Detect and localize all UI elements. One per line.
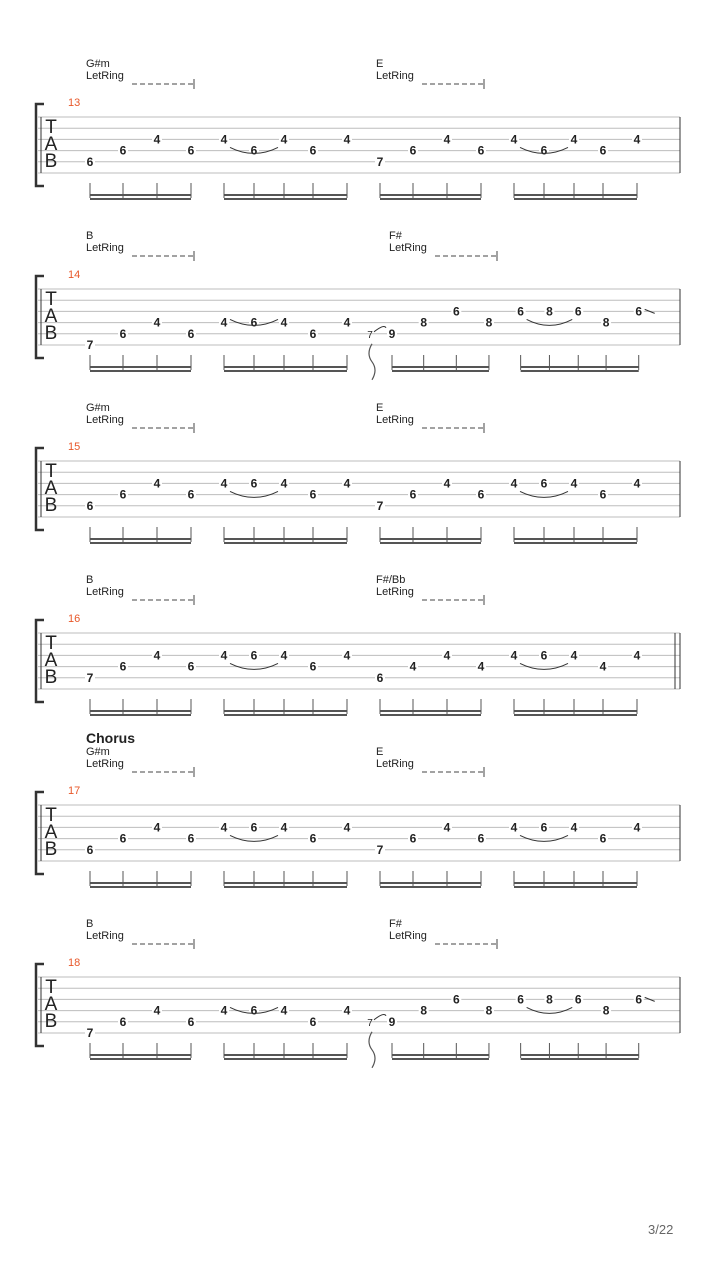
fret-number: 6 <box>477 831 485 846</box>
fret-number: 9 <box>388 326 396 341</box>
fret-number: 6 <box>309 831 317 846</box>
fret-number: 6 <box>309 659 317 674</box>
tab-clef-letter: A <box>44 478 58 499</box>
measure-number: 17 <box>68 785 81 797</box>
chord-name: B <box>86 574 94 586</box>
fret-number: 4 <box>443 132 451 147</box>
fret-number: 4 <box>343 132 351 147</box>
fret-number: 4 <box>153 315 161 330</box>
fret-number: 6 <box>119 487 127 502</box>
letring-label: LetRing <box>86 930 124 942</box>
beam <box>380 882 481 884</box>
fret-number: 6 <box>119 1014 127 1029</box>
fret-number: 6 <box>250 315 258 330</box>
fret-number: 6 <box>86 498 94 513</box>
fret-number: 4 <box>280 820 288 835</box>
beam <box>224 882 347 884</box>
fret-number: 8 <box>546 304 553 319</box>
fret-number: 6 <box>187 831 195 846</box>
grace-slur <box>374 1014 386 1019</box>
fret-number: 4 <box>343 648 351 663</box>
letring-label: LetRing <box>86 414 124 426</box>
beam <box>514 194 637 196</box>
letring-label: LetRing <box>376 758 414 770</box>
fret-number: 6 <box>119 659 127 674</box>
fret-number: 6 <box>477 143 485 158</box>
fret-number: 6 <box>635 304 643 319</box>
fret-number: 6 <box>187 326 195 341</box>
beam <box>521 366 639 368</box>
fret-number: 4 <box>343 315 351 330</box>
chord-name: B <box>86 918 94 930</box>
fret-number: 4 <box>633 648 641 663</box>
fret-number: 8 <box>420 1003 428 1018</box>
beam <box>224 542 347 544</box>
beam <box>90 542 191 544</box>
beam <box>90 198 191 200</box>
letring-label: LetRing <box>389 242 427 254</box>
system-bracket <box>36 448 44 530</box>
fret-number: 6 <box>86 842 94 857</box>
fret-number: 4 <box>220 132 228 147</box>
fret-number: 4 <box>280 648 288 663</box>
letring-label: LetRing <box>376 414 414 426</box>
fret-number: 4 <box>409 659 417 674</box>
fret-number: 4 <box>477 659 485 674</box>
fret-number: 4 <box>153 820 161 835</box>
chord-name: E <box>376 58 384 70</box>
fret-number: 6 <box>540 143 548 158</box>
tab-clef-letter: A <box>44 306 58 327</box>
fret-number: 6 <box>187 659 195 674</box>
chord-name: G#m <box>86 746 110 758</box>
system-bracket <box>36 104 44 186</box>
beam <box>224 886 347 888</box>
fret-number: 4 <box>220 648 228 663</box>
tab-clef-letter: A <box>44 822 58 843</box>
fret-number: 6 <box>250 820 258 835</box>
beam <box>514 538 637 540</box>
fret-number: 4 <box>153 1003 161 1018</box>
fret-number: 6 <box>540 476 548 491</box>
fret-number: 6 <box>635 992 643 1007</box>
fret-number: 4 <box>633 132 641 147</box>
beam <box>224 366 347 368</box>
chord-name: B <box>86 230 94 242</box>
fret-number: 6 <box>409 487 417 502</box>
fret-number: 6 <box>517 304 524 319</box>
grace-fret: 7 <box>367 329 373 341</box>
fret-number: 4 <box>633 476 641 491</box>
fret-number: 6 <box>599 487 607 502</box>
fret-number: 6 <box>574 992 582 1007</box>
beam <box>90 886 191 888</box>
measure-number: 14 <box>68 269 81 281</box>
fret-number: 4 <box>220 476 228 491</box>
measure-number: 18 <box>68 957 81 969</box>
beam <box>392 366 489 368</box>
fret-number: 7 <box>376 842 384 857</box>
tab-clef-letter: A <box>44 650 58 671</box>
fret-number: 4 <box>510 132 518 147</box>
fret-number: 4 <box>570 476 578 491</box>
fret-number: 4 <box>343 1003 351 1018</box>
tab-clef-letter: B <box>44 495 58 516</box>
fret-number: 4 <box>443 820 451 835</box>
beam <box>90 370 191 372</box>
system-bracket <box>36 964 44 1046</box>
fret-number: 8 <box>546 992 553 1007</box>
beam <box>380 198 481 200</box>
beam <box>90 714 191 716</box>
fret-number: 6 <box>309 143 317 158</box>
fret-number: 8 <box>602 1003 610 1018</box>
chord-name: F#/Bb <box>376 574 406 586</box>
beam <box>224 538 347 540</box>
beam <box>90 1058 191 1060</box>
fret-number: 6 <box>119 143 127 158</box>
fret-number: 6 <box>599 831 607 846</box>
beam <box>380 542 481 544</box>
tab-clef-letter: B <box>44 1011 58 1032</box>
grace-slur <box>374 326 386 331</box>
fret-number: 4 <box>443 648 451 663</box>
tab-clef-letter: A <box>44 134 58 155</box>
beam <box>224 710 347 712</box>
chord-name: F# <box>389 918 402 930</box>
fret-number: 4 <box>510 648 518 663</box>
tab-clef-letter: B <box>44 667 58 688</box>
beam <box>514 542 637 544</box>
beam <box>90 538 191 540</box>
fret-number: 4 <box>220 315 228 330</box>
fret-number: 4 <box>153 132 161 147</box>
fret-number: 7 <box>86 1026 94 1040</box>
tab-clef-letter: T <box>45 977 57 998</box>
beam <box>380 538 481 540</box>
beam <box>380 710 481 712</box>
fret-number: 4 <box>280 1003 288 1018</box>
fret-number: 6 <box>540 648 548 663</box>
fret-number: 6 <box>574 304 582 319</box>
measure-number: 13 <box>68 97 81 109</box>
fret-number: 4 <box>220 1003 228 1018</box>
fret-number: 6 <box>250 1003 258 1018</box>
beam <box>380 194 481 196</box>
fret-number: 4 <box>343 476 351 491</box>
beam <box>521 1058 639 1060</box>
fret-number: 6 <box>309 487 317 502</box>
beam <box>514 198 637 200</box>
fret-number: 7 <box>376 154 384 169</box>
tab-clef-letter: T <box>45 117 57 138</box>
beam <box>380 714 481 716</box>
measure-number: 16 <box>68 613 81 625</box>
letring-label: LetRing <box>376 586 414 598</box>
beam <box>392 370 489 372</box>
fret-number: 6 <box>250 143 258 158</box>
fret-number: 4 <box>280 476 288 491</box>
beam <box>521 1054 639 1056</box>
beam <box>224 194 347 196</box>
beam <box>392 1058 489 1060</box>
tab-clef-letter: T <box>45 461 57 482</box>
fret-number: 6 <box>452 304 460 319</box>
fret-number: 6 <box>250 648 258 663</box>
beam <box>514 882 637 884</box>
fret-number: 6 <box>599 143 607 158</box>
fret-number: 6 <box>540 820 548 835</box>
grace-stem-flag <box>369 1032 375 1068</box>
fret-number: 4 <box>510 476 518 491</box>
fret-number: 6 <box>452 992 460 1007</box>
fret-number: 7 <box>86 338 94 352</box>
beam <box>90 710 191 712</box>
section-label: Chorus <box>86 730 135 746</box>
fret-number: 7 <box>376 498 384 513</box>
fret-number: 7 <box>86 670 94 685</box>
fret-number: 4 <box>570 820 578 835</box>
letring-label: LetRing <box>389 930 427 942</box>
beam <box>224 1058 347 1060</box>
fret-number: 6 <box>187 1014 195 1029</box>
fret-number: 6 <box>119 831 127 846</box>
letring-label: LetRing <box>86 586 124 598</box>
fret-number: 4 <box>633 820 641 835</box>
fret-number: 6 <box>409 831 417 846</box>
beam <box>224 370 347 372</box>
fret-number: 8 <box>420 315 428 330</box>
fret-number: 4 <box>280 315 288 330</box>
fret-number: 4 <box>443 476 451 491</box>
fret-number: 6 <box>86 154 94 169</box>
system-bracket <box>36 620 44 702</box>
tab-clef-letter: A <box>44 994 58 1015</box>
fret-number: 6 <box>187 487 195 502</box>
fret-number: 8 <box>485 1003 493 1018</box>
letring-label: LetRing <box>86 758 124 770</box>
beam <box>90 1054 191 1056</box>
letring-label: LetRing <box>86 70 124 82</box>
beam <box>380 886 481 888</box>
fret-number: 4 <box>343 820 351 835</box>
grace-stem-flag <box>369 344 375 380</box>
chord-name: G#m <box>86 402 110 414</box>
fret-number: 6 <box>250 476 258 491</box>
fret-number: 4 <box>599 659 607 674</box>
grace-fret: 7 <box>367 1017 373 1029</box>
fret-number: 6 <box>309 326 317 341</box>
fret-number: 6 <box>187 143 195 158</box>
tab-clef-letter: T <box>45 805 57 826</box>
tab-clef-letter: T <box>45 633 57 654</box>
fret-number: 6 <box>477 487 485 502</box>
fret-number: 8 <box>485 315 493 330</box>
fret-number: 6 <box>409 143 417 158</box>
beam <box>521 370 639 372</box>
beam <box>90 882 191 884</box>
system-bracket <box>36 276 44 358</box>
fret-number: 4 <box>570 132 578 147</box>
fret-number: 4 <box>153 476 161 491</box>
tab-clef-letter: B <box>44 151 58 172</box>
fret-number: 6 <box>517 992 524 1007</box>
fret-number: 4 <box>153 648 161 663</box>
fret-number: 9 <box>388 1014 396 1029</box>
beam <box>514 714 637 716</box>
beam <box>90 194 191 196</box>
fret-number: 6 <box>119 326 127 341</box>
fret-number: 6 <box>376 670 384 685</box>
beam <box>514 710 637 712</box>
page-number: 3/22 <box>648 1222 674 1237</box>
beam <box>514 886 637 888</box>
fret-number: 4 <box>220 820 228 835</box>
beam <box>224 714 347 716</box>
fret-number: 4 <box>570 648 578 663</box>
system-bracket <box>36 792 44 874</box>
tab-clef-letter: B <box>44 323 58 344</box>
chord-name: E <box>376 746 384 758</box>
beam <box>392 1054 489 1056</box>
letring-label: LetRing <box>86 242 124 254</box>
beam <box>90 366 191 368</box>
letring-label: LetRing <box>376 70 414 82</box>
chord-name: G#m <box>86 58 110 70</box>
fret-number: 8 <box>602 315 610 330</box>
measure-number: 15 <box>68 441 81 453</box>
chord-name: E <box>376 402 384 414</box>
fret-number: 4 <box>280 132 288 147</box>
chord-name: F# <box>389 230 402 242</box>
fret-number: 6 <box>309 1014 317 1029</box>
tab-clef-letter: T <box>45 289 57 310</box>
fret-number: 4 <box>510 820 518 835</box>
beam <box>224 198 347 200</box>
tab-clef-letter: B <box>44 839 58 860</box>
beam <box>224 1054 347 1056</box>
